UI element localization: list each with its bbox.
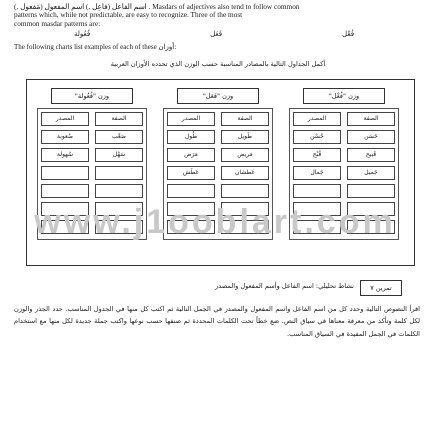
adjective-cell: جَمال bbox=[293, 166, 341, 180]
adjective-cell bbox=[41, 166, 89, 180]
adjective-cell bbox=[167, 184, 215, 198]
masdar-cell: سَهْل bbox=[95, 148, 143, 162]
intro-arabic-terms: اسم الفاعل (فاعِل ,) اسم المفعول (مَفعول ,) bbox=[14, 2, 147, 11]
masdar-cell: جَميل bbox=[347, 166, 395, 180]
adjective-cell: صُعوبة bbox=[41, 130, 89, 144]
exercise-title: نشاط تحليلي: اسم الفاعل وأسم المفعول والمصدر bbox=[215, 282, 354, 290]
arabic-instruction: أكمل الجداول التالية بالمصادر المناسبة حسب الوزن الذي تحدده الأوزان العربية bbox=[110, 60, 326, 68]
masdar-cell: حَسَن bbox=[347, 130, 395, 144]
adjective-cell: قُبْح bbox=[293, 148, 341, 162]
adjective-cell bbox=[41, 184, 89, 198]
masdar-cell: صَعْب bbox=[95, 130, 143, 144]
intro-line-2: patterns which, while not predictable, are easy to recognize. Three of the most bbox=[14, 10, 243, 20]
masdar-cell: قَبيح bbox=[347, 148, 395, 162]
intro-line-3: common masdar patterns are: bbox=[14, 18, 101, 28]
masdar-patterns bbox=[14, 30, 414, 38]
table-title: وزن "فُعْل" bbox=[303, 88, 385, 104]
table-header-cell: الصفة bbox=[347, 112, 395, 126]
table-header-cell: الصفة bbox=[221, 112, 269, 126]
masdar-cell bbox=[347, 184, 395, 198]
masdar-cell: مَريض bbox=[221, 148, 269, 162]
table-header-cell: الصفة bbox=[95, 112, 143, 126]
watermark-text: www.j1ooblart.com bbox=[34, 203, 396, 241]
table-header-cell: المصدر bbox=[293, 112, 341, 126]
adjective-cell bbox=[293, 184, 341, 198]
table-header-cell: المصدر bbox=[41, 112, 89, 126]
adjective-cell: سُهولة bbox=[41, 148, 89, 162]
table-title: وزن "فَعَل" bbox=[177, 88, 259, 104]
masdar-cell: طَويل bbox=[221, 130, 269, 144]
masdar-cell: عَطشان bbox=[221, 166, 269, 180]
adjective-cell: مَرَض bbox=[167, 148, 215, 162]
exercise-header bbox=[30, 280, 402, 296]
pattern-1: فُعْل bbox=[342, 30, 355, 38]
adjective-cell: حُسْن bbox=[293, 130, 341, 144]
pattern-2: فَعَل bbox=[210, 30, 223, 38]
following-charts-text: The following charts list examples of each of these أوزان: bbox=[14, 43, 177, 51]
table-title: وزن "فُعُولة" bbox=[51, 88, 133, 104]
masdar-cell bbox=[221, 184, 269, 198]
exercise-badge: تمرين ٧ bbox=[360, 280, 402, 296]
intro-line-1: . Masdars of adjectives also tend to follow common bbox=[148, 2, 300, 11]
adjective-cell: عَطَش bbox=[167, 166, 215, 180]
table-header-cell: المصدر bbox=[167, 112, 215, 126]
masdar-cell bbox=[95, 184, 143, 198]
pattern-3: فُعُولة bbox=[73, 30, 91, 38]
intro-paragraph bbox=[14, 3, 424, 28]
arabic-paragraph: اقرأ النصوص التالية وحدد كل من اسم الفاعل واسم المفعول والمصدر في الجمل التالية ثم اكتب كل منها في الجدول المناسب. حدد الجذر والوزن لكل كلمة وتأكد من معرفة معناها في سياق النص. ضع خطاً تحت الكلمات المحددة ثم صنفها حسب نوعها واكتب جملة جديدة لكل منها مع استخدام الكلمات في الجمل المفيدة في السياق المناسب. bbox=[14, 305, 420, 338]
adjective-cell: طُول bbox=[167, 130, 215, 144]
masdar-cell bbox=[95, 166, 143, 180]
